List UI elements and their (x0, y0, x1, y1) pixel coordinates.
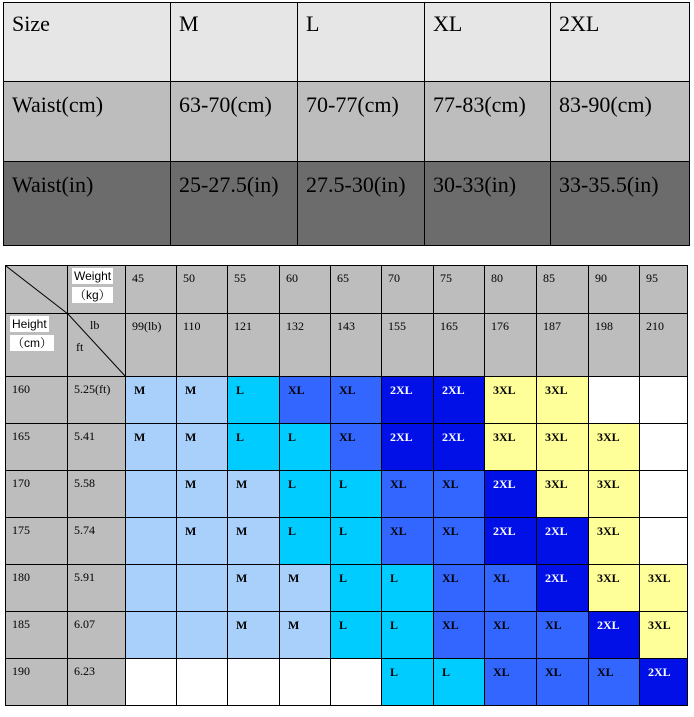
size-cell: L (228, 424, 280, 471)
weight-kg-row (6, 266, 688, 314)
size-cell: 3XL (640, 565, 688, 612)
weight-kg-cell: 80 (485, 266, 537, 314)
size-header-cell: 2XL (551, 3, 690, 82)
weight-lb-cell: 155 (382, 314, 434, 377)
size-cell: L (280, 471, 331, 518)
size-cell: L (382, 612, 434, 659)
size-cell: 3XL (537, 424, 589, 471)
size-header-cell: Size (4, 3, 171, 82)
height-ft-cell: 6.23 (68, 659, 126, 706)
waist-cm-label: Waist(cm) (4, 82, 171, 162)
size-cell: M (177, 377, 228, 424)
size-cell: 3XL (537, 471, 589, 518)
diagonal-line (6, 266, 68, 314)
waist-cm-value: 83-90(cm) (551, 82, 690, 162)
size-cell: 2XL (537, 565, 589, 612)
size-cell: M (126, 377, 177, 424)
weight-lb-cell: 121 (228, 314, 280, 377)
empty-size-cell (126, 659, 177, 706)
weight-lb-cell: 110 (177, 314, 228, 377)
empty-size-cell (640, 377, 688, 424)
size-cell: 2XL (537, 518, 589, 565)
weight-header-cell (68, 266, 126, 314)
size-cell: L (331, 612, 382, 659)
size-cell: 3XL (589, 471, 640, 518)
size-cell: XL (331, 377, 382, 424)
height-cm-cell: 190 (6, 659, 68, 706)
height-row (6, 659, 688, 706)
size-cell: M (228, 565, 280, 612)
corner-diagonal-cell (6, 266, 68, 314)
size-cell: 2XL (589, 612, 640, 659)
weight-lb-cell: 165 (434, 314, 485, 377)
size-cell: L (382, 565, 434, 612)
size-cell: XL (434, 518, 485, 565)
height-row (6, 471, 688, 518)
size-cell: M (228, 612, 280, 659)
weight-lb-cell: 99(lb) (126, 314, 177, 377)
height-cm-cell: 185 (6, 612, 68, 659)
empty-size-cell (126, 518, 177, 565)
waist-in-value: 25-27.5(in) (171, 162, 298, 246)
size-waist-table (3, 2, 690, 246)
empty-size-cell (640, 424, 688, 471)
size-cell: 3XL (537, 377, 589, 424)
weight-unit-label: （kg） (74, 288, 111, 302)
height-ft-cell: 5.91 (68, 565, 126, 612)
waist-in-row (4, 162, 690, 246)
weight-kg-cell: 65 (331, 266, 382, 314)
weight-kg-cell: 50 (177, 266, 228, 314)
empty-size-cell (126, 612, 177, 659)
size-cell: 2XL (640, 659, 688, 706)
size-cell: XL (434, 612, 485, 659)
height-cm-cell: 175 (6, 518, 68, 565)
size-cell: XL (434, 471, 485, 518)
size-cell: XL (485, 659, 537, 706)
waist-in-label: Waist(in) (4, 162, 171, 246)
empty-size-cell (640, 471, 688, 518)
waist-cm-value: 70-77(cm) (298, 82, 425, 162)
size-cell: M (280, 565, 331, 612)
height-unit-label: （cm） (12, 336, 52, 350)
height-row (6, 424, 688, 471)
size-cell: L (382, 659, 434, 706)
waist-cm-value: 77-83(cm) (425, 82, 551, 162)
size-cell: XL (589, 659, 640, 706)
height-row (6, 518, 688, 565)
empty-size-cell (280, 659, 331, 706)
lb-label: lb (90, 318, 100, 332)
weight-lb-cell: 176 (485, 314, 537, 377)
size-cell: M (177, 424, 228, 471)
ft-label: ft (76, 340, 84, 354)
empty-size-cell (589, 377, 640, 424)
weight-lb-cell: 143 (331, 314, 382, 377)
size-cell: M (126, 424, 177, 471)
weight-kg-cell: 95 (640, 266, 688, 314)
size-cell: XL (434, 565, 485, 612)
empty-size-cell (228, 659, 280, 706)
size-cell: 2XL (434, 377, 485, 424)
weight-kg-cell: 45 (126, 266, 177, 314)
height-row (6, 565, 688, 612)
weight-lb-cell: 187 (537, 314, 589, 377)
size-cell: 2XL (485, 471, 537, 518)
weight-kg-cell: 85 (537, 266, 589, 314)
weight-kg-cell: 55 (228, 266, 280, 314)
weight-lb-row (6, 314, 688, 377)
waist-in-value: 33-35.5(in) (551, 162, 690, 246)
height-weight-size-chart (5, 265, 688, 706)
size-cell: L (331, 565, 382, 612)
size-cell: M (280, 612, 331, 659)
weight-lb-cell: 210 (640, 314, 688, 377)
weight-kg-cell: 90 (589, 266, 640, 314)
size-cell: L (228, 377, 280, 424)
weight-lb-cell: 132 (280, 314, 331, 377)
size-cell: XL (537, 612, 589, 659)
size-header-cell: L (298, 3, 425, 82)
empty-size-cell (640, 518, 688, 565)
height-row (6, 612, 688, 659)
size-cell: L (280, 518, 331, 565)
size-cell: XL (537, 659, 589, 706)
size-cell: L (434, 659, 485, 706)
height-ft-cell: 5.41 (68, 424, 126, 471)
empty-size-cell (177, 659, 228, 706)
size-cell: XL (280, 377, 331, 424)
size-cell: 3XL (589, 424, 640, 471)
empty-size-cell (177, 612, 228, 659)
height-header-cell (6, 314, 68, 377)
size-cell: L (280, 424, 331, 471)
lb-ft-diagonal-cell (68, 314, 126, 377)
height-ft-cell: 5.58 (68, 471, 126, 518)
height-cm-cell: 160 (6, 377, 68, 424)
weight-lb-cell: 198 (589, 314, 640, 377)
size-cell: 3XL (485, 424, 537, 471)
weight-kg-cell: 60 (280, 266, 331, 314)
height-ft-cell: 6.07 (68, 612, 126, 659)
weight-kg-cell: 75 (434, 266, 485, 314)
waist-cm-row (4, 82, 690, 162)
height-row (6, 377, 688, 424)
size-cell: M (177, 518, 228, 565)
waist-in-value: 30-33(in) (425, 162, 551, 246)
size-cell: 3XL (485, 377, 537, 424)
empty-size-cell (126, 471, 177, 518)
size-cell: XL (485, 565, 537, 612)
size-header-cell: M (171, 3, 298, 82)
size-cell: 3XL (589, 565, 640, 612)
size-cell: 2XL (434, 424, 485, 471)
size-cell: XL (331, 424, 382, 471)
size-cell: 3XL (589, 518, 640, 565)
empty-size-cell (331, 659, 382, 706)
height-ft-cell: 5.74 (68, 518, 126, 565)
height-ft-cell: 5.25(ft) (68, 377, 126, 424)
size-cell: XL (382, 518, 434, 565)
size-cell: M (177, 471, 228, 518)
waist-in-value: 27.5-30(in) (298, 162, 425, 246)
size-header-row (4, 3, 690, 82)
size-header-cell: XL (425, 3, 551, 82)
empty-size-cell (126, 565, 177, 612)
size-cell: M (228, 518, 280, 565)
size-cell: XL (485, 612, 537, 659)
size-cell: XL (382, 471, 434, 518)
height-label: Height (12, 317, 47, 331)
height-cm-cell: 180 (6, 565, 68, 612)
size-cell: 2XL (382, 377, 434, 424)
size-cell: 3XL (640, 612, 688, 659)
size-cell: 2XL (382, 424, 434, 471)
size-cell: 2XL (485, 518, 537, 565)
size-cell: M (228, 471, 280, 518)
weight-kg-cell: 70 (382, 266, 434, 314)
height-cm-cell: 165 (6, 424, 68, 471)
height-cm-cell: 170 (6, 471, 68, 518)
weight-label: Weight (74, 269, 112, 283)
size-cell: L (331, 471, 382, 518)
empty-size-cell (177, 565, 228, 612)
waist-cm-value: 63-70(cm) (171, 82, 298, 162)
size-cell: L (331, 518, 382, 565)
